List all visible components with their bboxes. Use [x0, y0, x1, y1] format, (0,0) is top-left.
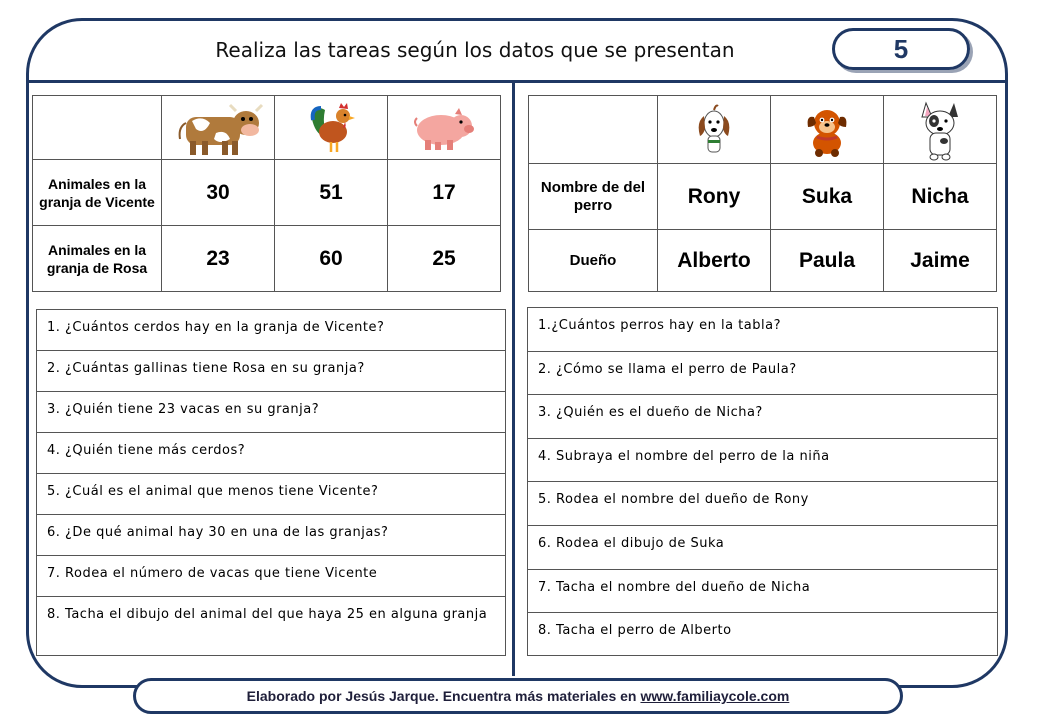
- list-item: 7. Rodea el número de vacas que tiene Vicente: [37, 556, 505, 597]
- cell-value: Suka: [771, 164, 884, 230]
- header-divider: [28, 80, 1008, 83]
- table-row: [529, 230, 997, 292]
- table-row: [33, 226, 501, 292]
- footer-text: Elaborado por Jesús Jarque. Encuentra más materiales en: [246, 688, 637, 704]
- list-item: 8. Tacha el dibujo del animal del que haya 25 en alguna granja: [47, 607, 488, 622]
- list-item: 5. ¿Cuál es el animal que menos tiene Vicente?: [37, 474, 505, 515]
- list-item: 1. ¿Cuántos cerdos hay en la granja de Vicente?: [37, 310, 505, 351]
- cell-value: 60: [275, 226, 388, 292]
- row-label: Animales en la granja de Vicente: [33, 160, 162, 226]
- cell-value: 23: [162, 226, 275, 292]
- list-item: 4. Subraya el nombre del perro de la niña: [528, 439, 997, 483]
- list-item: 8. Tacha el perro de Alberto: [538, 623, 732, 639]
- dog-questions-list: [527, 307, 998, 656]
- row-label: Animales en la granja de Rosa: [33, 226, 162, 292]
- farm-questions-list: [36, 309, 506, 656]
- table-row: [33, 160, 501, 226]
- page-title: Realiza las tareas según los datos que se presentan: [215, 38, 735, 62]
- dog-rony-icon: [658, 96, 771, 164]
- footer-credit: [133, 678, 903, 714]
- cell-value: Alberto: [658, 230, 771, 292]
- empty-corner-cell: [33, 96, 162, 160]
- list-item: 1.¿Cuántos perros hay en la tabla?: [528, 308, 997, 352]
- cell-value: 25: [388, 226, 501, 292]
- cell-value: Nicha: [884, 164, 997, 230]
- rooster-icon: [275, 96, 388, 160]
- table-row: [529, 164, 997, 230]
- list-item: 2. ¿Cómo se llama el perro de Paula?: [528, 352, 997, 396]
- list-item: 3. ¿Quién es el dueño de Nicha?: [528, 395, 997, 439]
- footer-link[interactable]: www.familiaycole.com: [640, 688, 790, 704]
- list-item: 2. ¿Cuántas gallinas tiene Rosa en su granja?: [37, 351, 505, 392]
- list-item: 6. Rodea el dibujo de Suka: [528, 526, 997, 570]
- list-item: 7. Tacha el nombre del dueño de Nicha: [528, 570, 997, 614]
- cell-value: Rony: [658, 164, 771, 230]
- cow-icon: [162, 96, 275, 160]
- column-divider: [512, 80, 515, 676]
- cell-value: 30: [162, 160, 275, 226]
- row-label: Dueño: [529, 230, 658, 292]
- pig-icon: [388, 96, 501, 160]
- dog-suka-icon: [771, 96, 884, 164]
- farm-table: [32, 95, 501, 292]
- cell-value: Jaime: [884, 230, 997, 292]
- dog-table: [528, 95, 997, 292]
- list-item: 6. ¿De qué animal hay 30 en una de las granjas?: [37, 515, 505, 556]
- sheet-number-badge: 5: [832, 28, 970, 70]
- cell-value: Paula: [771, 230, 884, 292]
- empty-corner-cell: [529, 96, 658, 164]
- list-item: 5. Rodea el nombre del dueño de Rony: [528, 482, 997, 526]
- list-item: 4. ¿Quién tiene más cerdos?: [37, 433, 505, 474]
- dog-nicha-icon: [884, 96, 997, 164]
- cell-value: 51: [275, 160, 388, 226]
- list-item: 3. ¿Quién tiene 23 vacas en su granja?: [37, 392, 505, 433]
- row-label: Nombre de del perro: [529, 164, 658, 230]
- cell-value: 17: [388, 160, 501, 226]
